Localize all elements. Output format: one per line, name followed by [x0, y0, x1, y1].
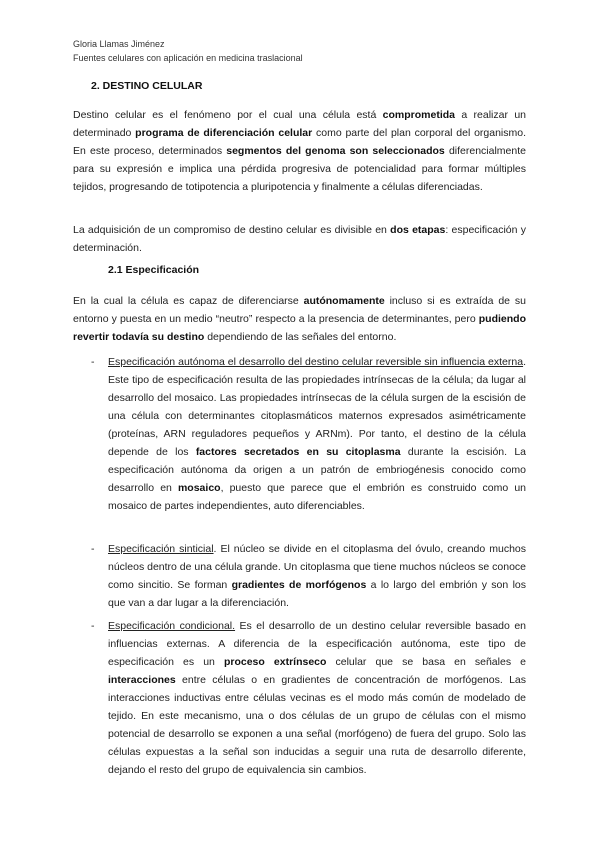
list-item-condicional: Especificación condicional. Es el desarrollo de un destino celular reversible basado en influencias externas. A diferencia de la especificación autónoma, este tipo de especificación es un proceso extrínseco celular que se basa en señales e interacciones entre células o en gradientes de concentración de morfógenos. Las interacciones inductivas entre células vecinas es el modo más común de modelado de tejido. En este mecanismo, una o dos células de un grupo de células con el mismo potencial de desarrollo se exponen a una señal (morfógeno) de fuera del grupo. Solo las células expuestas a la señal son inducidas a seguir una ruta de desarrollo diferente, dejando el resto del grupo de equivalencia sin cambios. — [108, 620, 526, 776]
list-item-sinticial: Especificación sinticial. El núcleo se divide en el citoplasma del óvulo, creando muchos núcleos dentro de una célula grande. Un citoplasma que tiene muchos núcleos se conoce como sincitio. Se forman gradientes de morfógenos a lo largo del embrión y son los que van a dar lugar a la diferenciación. — [108, 543, 526, 609]
paragraph-etapas: La adquisición de un compromiso de destino celular es divisible en dos etapas: especificación y determinación. — [73, 224, 526, 254]
section-title: 2. DESTINO CELULAR — [91, 80, 203, 92]
subsection-title: 2.1 Especificación — [108, 264, 200, 276]
bullet-dash-3: - — [91, 620, 95, 632]
page-header — [73, 37, 303, 65]
paragraph-destino-definition: Destino celular es el fenómeno por el cual una célula está comprometida a realizar un determinado programa de diferenciación celular como parte del plan corporal del organismo. En este proceso, determinados segmentos del genoma son seleccionados diferencialmente para su expresión e implica una pérdida progresiva de potencialidad para formar múltiples tejidos, progresando de totipotencia a pluripotencia y finalmente a células diferenciadas. — [73, 109, 527, 193]
paragraph-especificacion: En la cual la célula es capaz de diferenciarse autónomamente incluso si es extraída de su entorno y puesta en un medio “neutro” respecto a la presencia de determinantes, pero pudiendo revertir todavía su destino dependiendo de las señales del entorno. — [73, 295, 526, 343]
list-item-autonoma: Especificación autónoma el desarrollo del destino celular reversible sin influencia externa. Este tipo de especificación resulta de las propiedades intrínsecas de la célula; da lugar al desarrollo del mosaico. Las propiedades intrínsecas de la célula surgen de la escisión de una célula con determinantes citoplasmáticos maternos expresados asimétricamente (proteínas, ARN reguladores pequeños y ARNm). Por tanto, el destino de la célula depende de los factores secretados en su citoplasma durante la escisión. La especificación autónoma da origen a un patrón de embriogénesis conocido como desarrollo en mosaico, puesto que parece que el embrión es construido como un mosaico de partes independientes, auto diferenciables. — [108, 356, 526, 512]
bullet-dash-2: - — [91, 543, 95, 555]
bullet-dash-1: - — [91, 356, 95, 368]
header-subtitle: Fuentes celulares con aplicación en medicina traslacional — [73, 53, 303, 63]
header-author: Gloria Llamas Jiménez — [73, 39, 165, 49]
